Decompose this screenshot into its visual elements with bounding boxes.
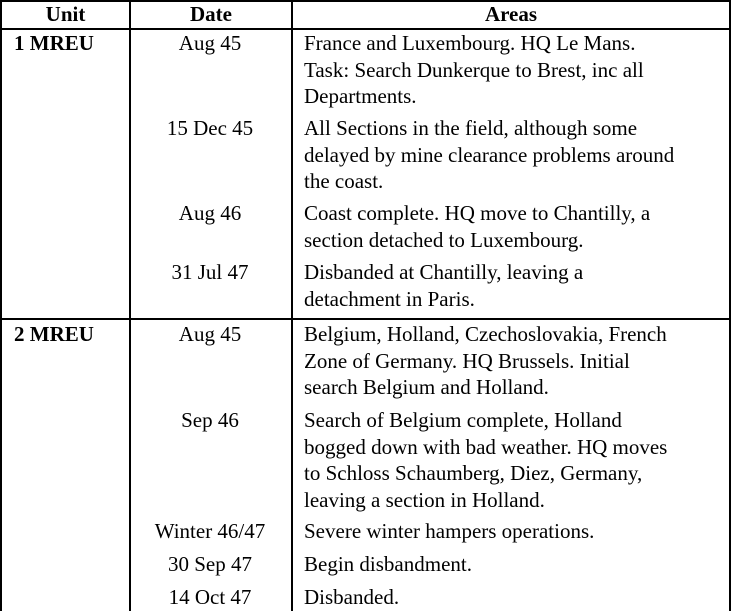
entry-area (304, 551, 728, 578)
area-line: Belgium, Holland, Czechoslovakia, French (304, 322, 667, 346)
area-line: All Sections in the field, although some (304, 116, 638, 140)
entry-date: Aug 46 (178, 201, 242, 225)
area-line: delayed by mine clearance problems around (304, 142, 675, 167)
area-line: Zone of Germany. HQ Brussels. Initial (304, 348, 630, 373)
entry-date: 31 Jul 47 (171, 260, 249, 284)
area-line: France and Luxembourg. HQ Le Mans. (304, 31, 636, 55)
entry-area (304, 115, 728, 195)
area-line: Disbanded at Chantilly, leaving a (304, 260, 584, 284)
table-border-left (0, 0, 2, 611)
entry-area (304, 30, 728, 110)
entry-area (304, 407, 728, 513)
area-line: Search of Belgium complete, Holland (304, 408, 622, 432)
area-line: Disbanded. (304, 585, 400, 609)
entry-area (304, 321, 728, 401)
entry-date: Aug 45 (178, 322, 242, 346)
table-border-right (729, 0, 731, 611)
unit-label: 1 MREU (14, 31, 94, 55)
entry-area (304, 259, 728, 312)
area-line: Severe winter hampers operations. (304, 519, 595, 543)
entry-date: Aug 45 (178, 31, 242, 55)
entry-date: Sep 46 (181, 408, 239, 432)
area-line: leaving a section in Holland. (304, 487, 545, 512)
entry-date: 30 Sep 47 (168, 552, 252, 576)
area-line: section detached to Luxembourg. (304, 227, 584, 252)
entry-area (304, 584, 728, 611)
header-areas: Areas (484, 2, 538, 26)
unit-label: 2 MREU (14, 322, 94, 346)
header-date: Date (190, 2, 232, 26)
entry-date: 14 Oct 47 (168, 585, 252, 609)
header-unit: Unit (45, 2, 86, 26)
entry-date: 15 Dec 45 (166, 116, 254, 140)
area-line: detachment in Paris. (304, 286, 475, 311)
entry-area (304, 518, 728, 545)
entry-date: Winter 46/47 (154, 519, 266, 543)
area-line: search Belgium and Holland. (304, 375, 549, 399)
area-line: to Schloss Schaumberg, Diez, Germany, (304, 461, 643, 485)
area-line: Task: Search Dunkerque to Brest, inc all (304, 57, 644, 82)
area-line: the coast. (304, 169, 384, 193)
entry-area (304, 200, 728, 253)
column-divider-unit-date (129, 0, 131, 611)
area-line: Begin disbandment. (304, 552, 472, 576)
area-line: Coast complete. HQ move to Chantilly, a (304, 201, 651, 225)
group-divider (0, 318, 731, 320)
area-line: Departments. (304, 84, 417, 108)
column-divider-date-areas (291, 0, 293, 611)
area-line: bogged down with bad weather. HQ moves (304, 434, 668, 459)
